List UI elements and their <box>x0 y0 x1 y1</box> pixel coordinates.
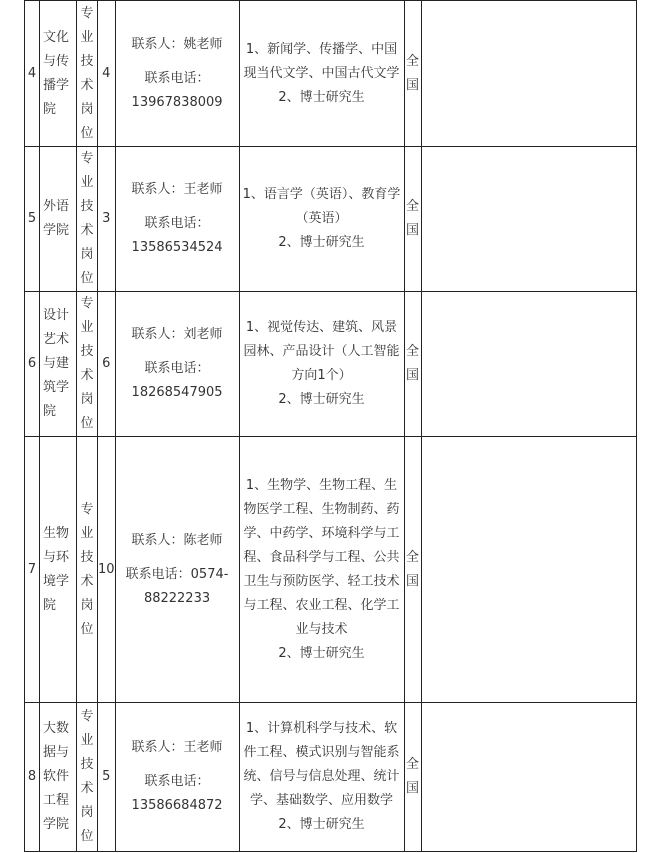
contact-person: 联系人：姚老师 <box>131 36 223 52</box>
table-row <box>25 292 637 437</box>
region-text: 全国 <box>406 53 420 93</box>
post-type-text: 专业技术岗位 <box>80 296 94 431</box>
count-cell <box>98 292 116 437</box>
department-cell <box>40 703 77 852</box>
region-cell <box>404 1 421 147</box>
region-cell <box>404 703 421 852</box>
requirement-line: 2、博士研究生 <box>278 392 365 407</box>
contact-cell <box>115 147 239 292</box>
region-cell <box>404 292 421 437</box>
contact-phone: 联系电话：0574-88222233 <box>125 566 229 606</box>
requirement-line: 2、博士研究生 <box>278 89 365 105</box>
table-row <box>25 1 637 147</box>
region-cell <box>404 147 421 292</box>
recruitment-table <box>24 0 637 852</box>
count-text: 6 <box>102 356 111 371</box>
department-cell <box>40 1 77 147</box>
count-cell <box>98 437 116 703</box>
post-type-cell <box>77 1 98 147</box>
contact-phone: 联系电话：18268547905 <box>131 361 223 400</box>
requirement-line: 1、语言学（英语）、教育学（英语） <box>242 187 401 226</box>
post-type-cell <box>77 292 98 437</box>
row-index <box>25 147 40 292</box>
table-row <box>25 703 637 852</box>
requirements-cell <box>239 437 404 703</box>
post-type-cell <box>77 147 98 292</box>
row-index <box>25 1 40 147</box>
requirement-line: 1、生物学、生物工程、生物医学工程、生物制药、药学、中药学、环境科学与工程、食品科学与工程、公共卫生与预防医学、轻工技术与工程、农业工程、化学工业与技术 <box>243 477 400 637</box>
contact-person: 联系人：王老师 <box>131 740 223 755</box>
contact-cell <box>115 292 239 437</box>
count-text: 4 <box>102 65 111 81</box>
table-row <box>25 437 637 703</box>
requirements-cell <box>239 292 404 437</box>
department-name: 外语学院 <box>43 199 70 238</box>
department-name: 文化与传播学院 <box>43 29 70 117</box>
requirement-line: 2、博士研究生 <box>278 645 365 661</box>
post-type-text: 专业技术岗位 <box>80 5 94 141</box>
row-index <box>25 703 40 852</box>
post-type-text: 专业技术岗位 <box>80 709 94 844</box>
post-type-cell <box>77 437 98 703</box>
row-index-text: 5 <box>27 211 37 226</box>
contact-cell <box>115 1 239 147</box>
row-index-text: 8 <box>27 769 37 784</box>
table-body <box>25 1 637 852</box>
contact-cell <box>115 437 239 703</box>
post-type-text: 专业技术岗位 <box>80 501 94 637</box>
requirement-line: 1、计算机科学与技术、软件工程、模式识别与智能系统、信号与信息处理、统计学、基础数学、应用数学 <box>243 721 400 808</box>
remarks-cell <box>421 437 636 703</box>
remarks-cell <box>421 703 636 852</box>
count-text: 5 <box>102 769 111 784</box>
requirements-cell <box>239 147 404 292</box>
row-index-text: 7 <box>27 561 37 577</box>
post-type-cell <box>77 703 98 852</box>
department-cell <box>40 292 77 437</box>
requirement-line: 2、博士研究生 <box>278 235 365 250</box>
department-name: 大数据与软件工程学院 <box>43 721 70 832</box>
contact-person: 联系人：王老师 <box>131 182 223 197</box>
table-row <box>25 147 637 292</box>
count-text: 3 <box>102 211 111 226</box>
requirement-line: 1、视觉传达、建筑、风景园林、产品设计（人工智能方向1个） <box>243 320 400 383</box>
row-index-text: 4 <box>27 65 37 81</box>
remarks-cell <box>421 1 636 147</box>
region-text: 全国 <box>406 344 420 383</box>
remarks-cell <box>421 292 636 437</box>
requirements-cell <box>239 703 404 852</box>
requirements-cell <box>239 1 404 147</box>
department-cell <box>40 147 77 292</box>
count-text: 10 <box>98 561 115 577</box>
region-text: 全国 <box>406 757 420 796</box>
region-cell <box>404 437 421 703</box>
count-cell <box>98 147 116 292</box>
row-index-text: 6 <box>27 356 37 371</box>
post-type-text: 专业技术岗位 <box>80 151 94 286</box>
department-cell <box>40 437 77 703</box>
count-cell <box>98 703 116 852</box>
remarks-cell <box>421 147 636 292</box>
region-text: 全国 <box>406 549 420 589</box>
contact-phone: 联系电话：13967838009 <box>131 70 223 110</box>
row-index <box>25 292 40 437</box>
department-name: 生物与环境学院 <box>43 525 70 613</box>
contact-phone: 联系电话：13586534524 <box>131 216 223 255</box>
contact-phone: 联系电话：13586684872 <box>131 774 223 813</box>
row-index <box>25 437 40 703</box>
contact-cell <box>115 703 239 852</box>
contact-person: 联系人：刘老师 <box>131 327 223 342</box>
department-name: 设计艺术与建筑学院 <box>43 308 70 419</box>
requirement-line: 2、博士研究生 <box>278 817 365 832</box>
contact-person: 联系人：陈老师 <box>131 532 223 548</box>
count-cell <box>98 1 116 147</box>
region-text: 全国 <box>406 199 420 238</box>
requirement-line: 1、新闻学、传播学、中国现当代文学、中国古代文学 <box>243 41 400 81</box>
